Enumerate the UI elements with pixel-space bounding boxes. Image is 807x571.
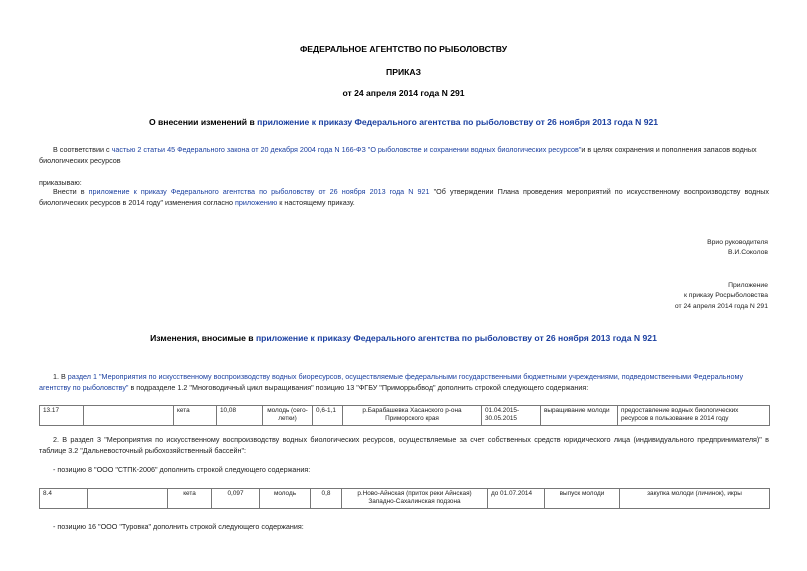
appendix-link-2[interactable]: приложению xyxy=(234,197,278,207)
title-link[interactable]: приложение к приказу Федерального агентства по рыболовству от 26 ноября 2013 года N 921 xyxy=(257,117,659,127)
table-1 xyxy=(39,405,770,426)
table-cell: р.Ново-Айнская (приток реки Айнская) Западно-Сахалинская подзона xyxy=(342,489,488,509)
table-row xyxy=(40,406,770,426)
preamble-text-end: и в целях сохранения и пополнения запасов водных биологических ресурсов xyxy=(39,145,757,165)
table-cell: молодь xyxy=(260,489,311,509)
table-cell: 0,8 xyxy=(311,489,342,509)
table-cell: 0,097 xyxy=(212,489,260,509)
appendix-line1: Приложение xyxy=(728,282,768,289)
order-text-mid: "Об утверждении Плана проведения мероприятий по искусственному воспроизводству водных биологических ресурсов в 2014 году" изменения согласно xyxy=(39,187,769,207)
table-cell: молодь (сего-летки) xyxy=(263,406,313,426)
table-cell: выращивание молоди xyxy=(541,406,618,426)
item-1-text: 1. В xyxy=(53,372,68,381)
appendix-line2: к приказу Росрыболовства xyxy=(683,292,768,300)
document-type: ПРИКАЗ xyxy=(386,67,421,77)
table-cell: кета xyxy=(168,489,212,509)
changes-title-link[interactable]: приложение к приказу Федерального агентства по рыболовству от 26 ноября 2013 года N 921 xyxy=(255,333,657,343)
section-1-link[interactable]: раздел 1 "Мероприятия по искусственному воспроизводству водных биоресурсов, осуществляемые федеральными государственными бюджетными учреждениями, подведомственными Федеральному агентству по рыболовству" xyxy=(39,372,744,392)
document-title xyxy=(0,117,807,127)
order-word: приказываю: xyxy=(39,178,82,187)
table-2 xyxy=(39,488,770,509)
agency-name: ФЕДЕРАЛЬНОЕ АГЕНТСТВО ПО РЫБОЛОВСТВУ xyxy=(299,44,508,54)
table-cell: предоставление водных биологических ресурсов в пользование в 2014 году xyxy=(618,406,770,426)
table-cell: кета xyxy=(174,406,217,426)
table-cell: 01.04.2015-30.05.2015 xyxy=(482,406,541,426)
law-link[interactable]: частью 2 статьи 45 Федерального закона от 20 декабря 2004 года N 166-ФЗ "О рыболовстве и сохранении водных биологических ресурсов" xyxy=(111,145,582,154)
preamble-paragraph xyxy=(39,145,769,166)
order-text: Внести в xyxy=(53,187,89,196)
table-cell: закупка молоди (личинок), икры xyxy=(620,489,770,509)
table-cell: 10,08 xyxy=(217,406,263,426)
item-1-paragraph xyxy=(39,372,769,393)
item-1-text-end: в подразделе 1.2 "Многоводичный цикл выращивания" позицию 13 "ФГБУ "Приморрыбвод" дополнить строкой следующего содержания: xyxy=(128,382,589,392)
preamble-text: В соответствии с xyxy=(53,145,112,154)
table-cell: 13.17 xyxy=(40,406,84,426)
title-prefix: О внесении изменений в xyxy=(148,117,258,127)
signature-position: Врио руководителя xyxy=(707,239,768,246)
table-cell: 8.4 xyxy=(40,489,88,509)
appendix-line3: от 24 апреля 2014 года N 291 xyxy=(674,302,768,310)
changes-title-prefix: Изменения, вносимые в xyxy=(150,333,256,343)
item-2-paragraph: 2. В раздел 3 "Мероприятия по искусственному воспроизводству водных биологических ресурсов, осуществляемые за счет собственных средств юридического лица (индивидуального предпринимателя)" в таблице 3.2 "Дальневосточный рыбохозяйственный бассейн": xyxy=(39,435,769,455)
table-cell: р.Барабашевка Хасанского р-она Приморского края xyxy=(343,406,482,426)
order-paragraph xyxy=(39,187,769,208)
position-8-text: - позицию 8 "ООО "СТПК-2006" дополнить строкой следующего содержания: xyxy=(53,465,311,474)
table-cell xyxy=(84,406,174,426)
position-16-text: - позицию 16 "ООО "Туровка" дополнить строкой следующего содержания: xyxy=(53,522,304,531)
signature-name: В.И.Соколов xyxy=(728,249,768,257)
table-cell xyxy=(88,489,168,509)
signature-block xyxy=(707,238,768,259)
table-cell: 0,6-1,1 xyxy=(313,406,343,426)
table-cell: выпуск молоди xyxy=(545,489,620,509)
document-date: от 24 апреля 2014 года N 291 xyxy=(342,88,465,98)
appendix-link[interactable]: приложение к приказу Федерального агентства по рыболовству от 26 ноября 2013 года N 921 xyxy=(88,187,430,196)
table-row xyxy=(40,489,770,509)
appendix-reference xyxy=(675,281,768,312)
changes-title xyxy=(0,333,807,343)
order-text-end: к настоящему приказу. xyxy=(277,197,355,207)
table-cell: до 01.07.2014 xyxy=(488,489,545,509)
